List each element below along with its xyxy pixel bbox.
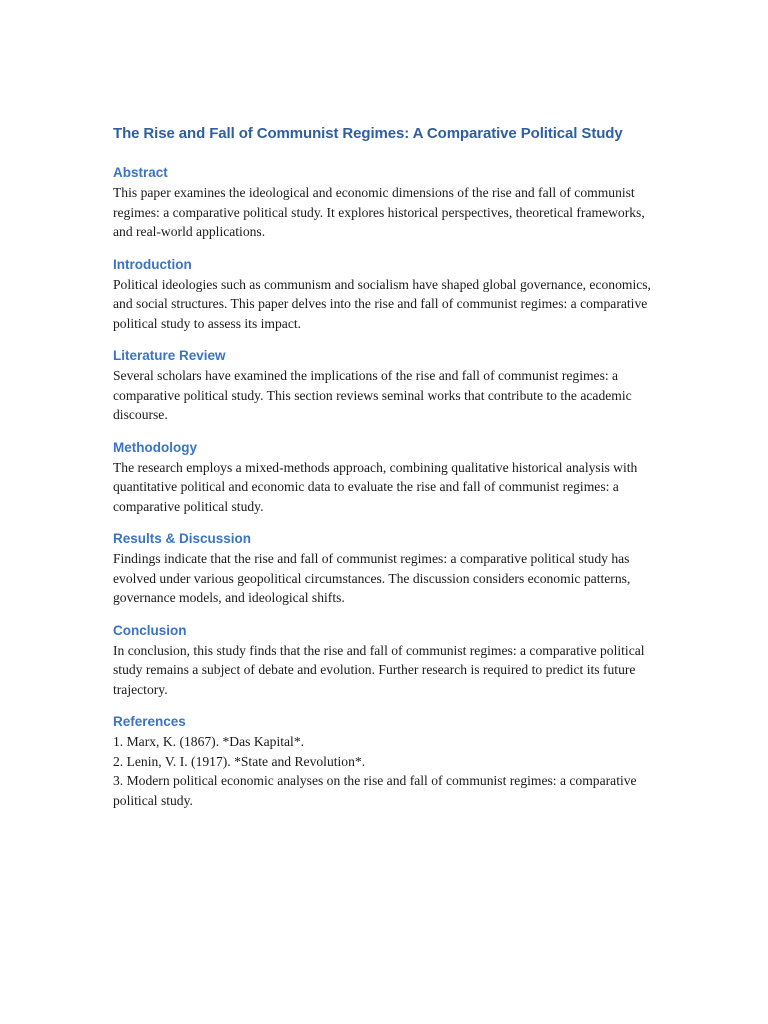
section-conclusion bbox=[113, 622, 658, 700]
reference-item: 2. Lenin, V. I. (1917). *State and Revolution*. bbox=[113, 753, 366, 769]
section-body-abstract: This paper examines the ideological and economic dimensions of the rise and fall of communist regimes: a comparative political study. It explores historical perspectives, theoretical frameworks, and real-world applications. bbox=[113, 185, 645, 239]
section-heading-results-discussion: Results & Discussion bbox=[113, 531, 252, 546]
section-results-discussion bbox=[113, 530, 658, 608]
section-references bbox=[113, 713, 658, 810]
section-body-results-discussion: Findings indicate that the rise and fall of communist regimes: a comparative political study has evolved under various geopolitical circumstances. The discussion considers economic patterns, governance models, and ideological shifts. bbox=[113, 551, 631, 605]
section-heading-conclusion: Conclusion bbox=[113, 622, 187, 638]
reference-item: 1. Marx, K. (1867). *Das Kapital*. bbox=[113, 734, 305, 749]
references-list bbox=[113, 732, 658, 810]
section-methodology bbox=[113, 439, 658, 517]
document-page bbox=[113, 123, 658, 824]
section-abstract bbox=[113, 164, 658, 242]
section-body-methodology: The research employs a mixed-methods approach, combining qualitative historical analysis with quantitative political and economic data to evaluate the rise and fall of communist regimes: a comparative political study. bbox=[113, 459, 638, 514]
section-heading-methodology: Methodology bbox=[113, 439, 197, 455]
reference-item: 3. Modern political economic analyses on the rise and fall of communist regimes: a comparative political study. bbox=[113, 773, 637, 808]
document-title: The Rise and Fall of Communist Regimes: A Comparative Political Study bbox=[113, 125, 623, 142]
section-heading-introduction: Introduction bbox=[113, 256, 192, 272]
section-body-conclusion: In conclusion, this study finds that the rise and fall of communist regimes: a comparative political study remains a subject of debate and evolution. Further research is required to predict its future trajectory. bbox=[113, 642, 645, 697]
section-heading-literature-review: Literature Review bbox=[113, 348, 226, 363]
section-literature-review bbox=[113, 347, 658, 425]
section-heading-abstract: Abstract bbox=[113, 165, 168, 180]
section-introduction bbox=[113, 256, 658, 334]
section-heading-references: References bbox=[113, 714, 186, 729]
section-body-literature-review: Several scholars have examined the implications of the rise and fall of communist regimes: a comparative political study. This section reviews seminal works that contribute to the academic discourse. bbox=[113, 368, 632, 422]
section-body-introduction: Political ideologies such as communism and socialism have shaped global governance, economics, and social structures. This paper delves into the rise and fall of communist regimes: a comparative political study to assess its impact. bbox=[113, 276, 651, 331]
